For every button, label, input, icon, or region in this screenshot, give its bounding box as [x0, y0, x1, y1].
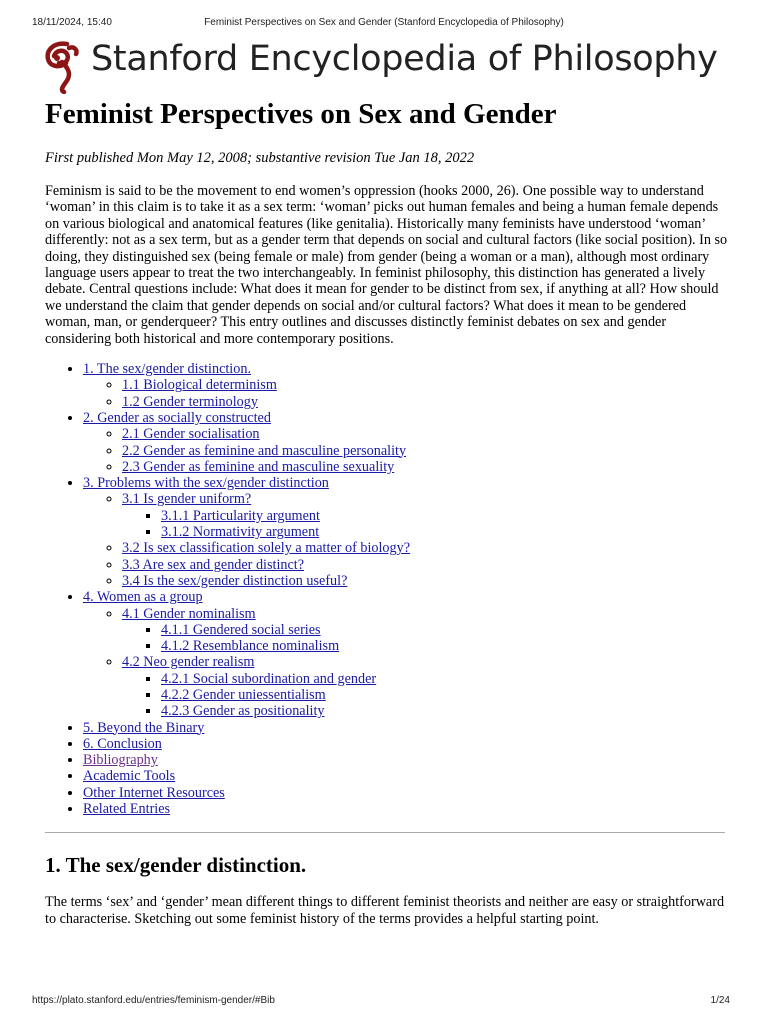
print-url: https://plato.stanford.edu/entries/feminism-gender/#Bib	[32, 995, 275, 1006]
print-footer	[32, 995, 736, 1009]
toc-link-1-1[interactable]: 1.1 Biological determinism	[122, 377, 277, 394]
toc-link-6[interactable]: 6. Conclusion	[83, 735, 162, 752]
toc-item	[161, 703, 730, 719]
toc-link-3-1-2[interactable]: 3.1.2 Normativity argument	[161, 524, 320, 541]
toc-item	[161, 508, 730, 524]
toc-item	[122, 443, 730, 459]
toc-item	[122, 557, 730, 573]
publication-info: First published Mon May 12, 2008; substantive revision Tue Jan 18, 2022	[45, 150, 475, 166]
toc-link-1[interactable]: 1. The sex/gender distinction.	[83, 361, 251, 378]
toc-item	[122, 426, 730, 442]
toc-link-3[interactable]: 3. Problems with the sex/gender distinction	[83, 475, 329, 492]
toc-link-4-2[interactable]: 4.2 Neo gender realism	[122, 654, 255, 671]
toc-item	[83, 801, 730, 817]
toc-link-4[interactable]: 4. Women as a group	[83, 589, 203, 606]
toc-link-2-3[interactable]: 2.3 Gender as feminine and masculine sexuality	[122, 458, 395, 475]
toc-item	[161, 687, 730, 703]
toc-item	[83, 736, 730, 752]
toc-item	[161, 524, 730, 540]
toc-link-4-1-2[interactable]: 4.1.2 Resemblance nominalism	[161, 638, 340, 655]
toc-link-bibliography[interactable]: Bibliography	[83, 752, 158, 769]
toc-item	[83, 475, 730, 589]
section-paragraph: The terms ‘sex’ and ‘gender’ mean different things to different feminist theorists and neither are easy or straightforward to characterise. Sketching out some feminist history of the terms provides a helpful starting point.	[45, 894, 725, 927]
toc-item	[83, 785, 730, 801]
toc-item	[122, 540, 730, 556]
toc-link-3-1[interactable]: 3.1 Is gender uniform?	[122, 491, 252, 508]
toc-link-5[interactable]: 5. Beyond the Binary	[83, 719, 205, 736]
toc-item	[83, 720, 730, 736]
site-name[interactable]: Stanford Encyclopedia of Philosophy	[91, 39, 718, 79]
toc-link-academic-tools[interactable]: Academic Tools	[83, 768, 176, 785]
page-title: Feminist Perspectives on Sex and Gender	[45, 98, 557, 130]
toc-link-related-entries[interactable]: Related Entries	[83, 801, 171, 818]
print-page-title: Feminist Perspectives on Sex and Gender (Stanford Encyclopedia of Philosophy)	[204, 17, 564, 28]
toc-item	[83, 361, 730, 410]
toc-link-2[interactable]: 2. Gender as socially constructed	[83, 409, 271, 426]
toc-item	[83, 752, 730, 768]
toc-item	[122, 573, 730, 589]
print-header	[32, 17, 736, 31]
toc-link-4-2-2[interactable]: 4.2.2 Gender uniessentialism	[161, 687, 326, 703]
toc-item	[122, 491, 730, 540]
toc-link-3-4[interactable]: 3.4 Is the sex/gender distinction useful?	[122, 572, 348, 589]
toc-item	[122, 394, 730, 410]
toc-link-2-2[interactable]: 2.2 Gender as feminine and masculine personality	[122, 442, 407, 459]
toc-item	[83, 410, 730, 475]
toc-link-2-1[interactable]: 2.1 Gender socialisation	[122, 426, 260, 443]
toc-item	[83, 768, 730, 784]
toc-link-other-resources[interactable]: Other Internet Resources	[83, 784, 225, 801]
toc-item	[122, 654, 730, 719]
toc-item	[122, 459, 730, 475]
toc-link-3-2[interactable]: 3.2 Is sex classification solely a matter of biology?	[122, 540, 411, 557]
section-heading: 1. The sex/gender distinction.	[45, 853, 307, 878]
preamble: Feminism is said to be the movement to end women’s oppression (hooks 2000, 26). One possible way to understand ‘woman’ in this claim is to take it as a sex term: ‘woman’ picks out human females and being a human female depends on various biological and anatomical features (like genitalia). Historically many feminists have understood ‘woman’ differently: not as a sex term, but as a gender term that depends on social and cultural factors (like social position). In so doing, they distinguished sex (being female or male) from gender (being a woman or a man), although most ordinary language users appear to treat the two interchangeably. In feminist philosophy, this distinction has generated a lively debate. Central questions include: What does it mean for gender to be distinct from sex, if anything at all? How should we understand the claim that gender depends on social and/or cultural factors? What does it mean to be gendered woman, man, or genderqueer? This entry outlines and discusses distinctly feminist debates on sex and gender considering both historical and more contemporary positions.	[45, 183, 728, 347]
print-page-number: 1/24	[710, 995, 730, 1006]
toc-item	[83, 589, 730, 719]
toc-link-3-3[interactable]: 3.3 Are sex and gender distinct?	[122, 556, 305, 573]
table-of-contents	[45, 361, 730, 817]
sep-logo-icon[interactable]	[40, 38, 84, 94]
toc-link-4-1-1[interactable]: 4.1.1 Gendered social series	[161, 621, 321, 638]
toc-item	[161, 622, 730, 638]
entry-content	[45, 96, 730, 927]
toc-link-3-1-1[interactable]: 3.1.1 Particularity argument	[161, 507, 320, 524]
toc-item	[122, 377, 730, 393]
toc-link-4-1[interactable]: 4.1 Gender nominalism	[122, 605, 256, 622]
toc-item	[161, 638, 730, 654]
toc-item	[122, 606, 730, 655]
toc-link-1-2[interactable]: 1.2 Gender terminology	[122, 393, 258, 410]
toc-link-4-2-1[interactable]: 4.2.1 Social subordination and gender	[161, 670, 377, 687]
section-divider	[45, 832, 725, 833]
site-header	[40, 36, 730, 96]
print-date: 18/11/2024, 15:40	[32, 17, 112, 28]
toc-item	[161, 671, 730, 687]
toc-link-4-2-3[interactable]: 4.2.3 Gender as positionality	[161, 703, 325, 720]
